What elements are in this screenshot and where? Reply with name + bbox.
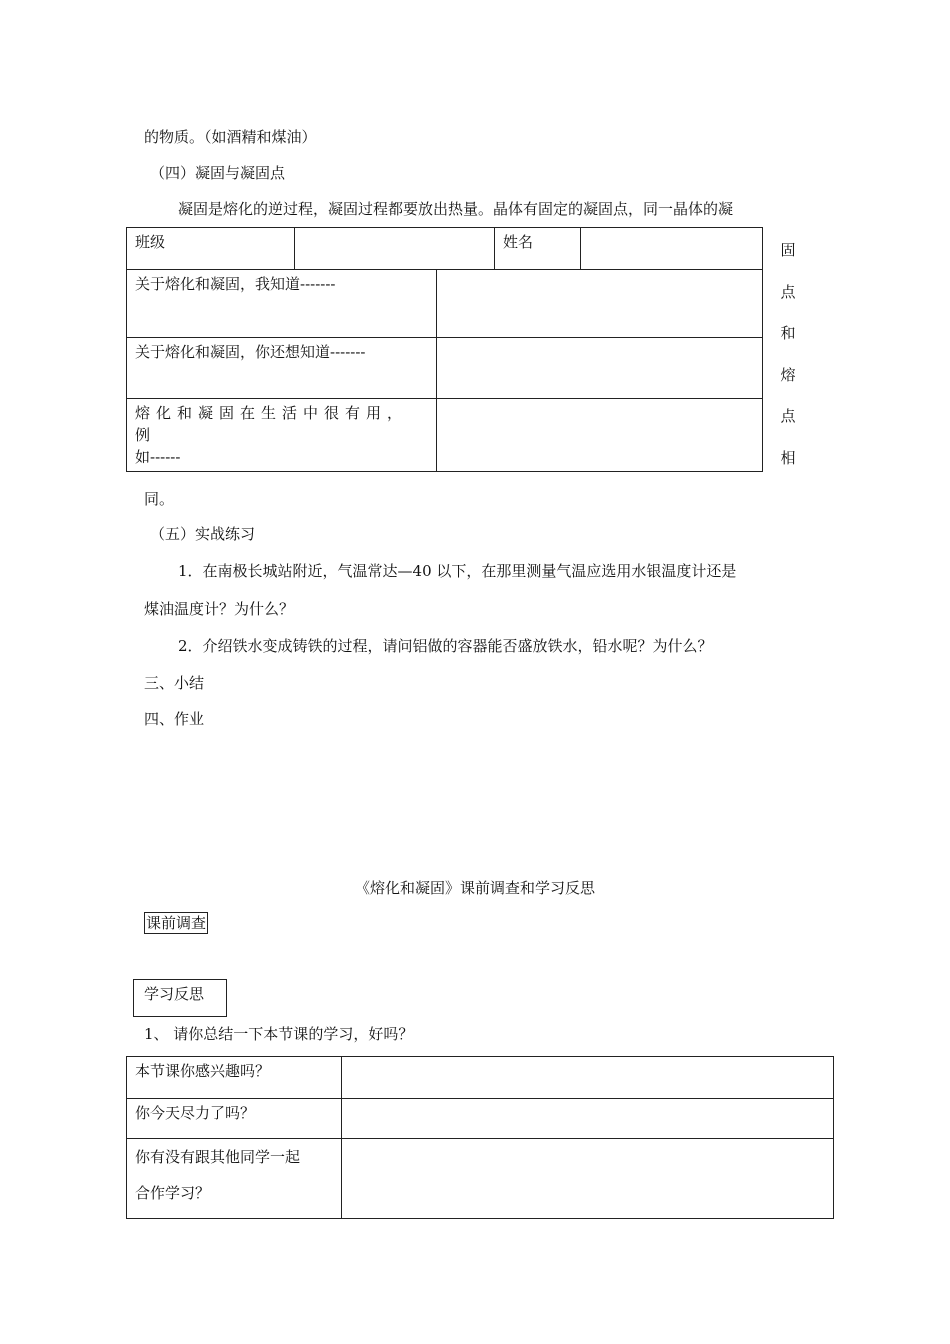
question-1-line1: 1．在南极长城站附近，气温常达—40 以下，在那里测量气温应选用水银温度计还是 <box>178 562 737 580</box>
interest-question-cell: 本节课你感兴趣吗？ <box>127 1057 342 1099</box>
info-table <box>126 227 763 472</box>
know-answer-cell[interactable] <box>437 270 763 338</box>
effort-question-cell: 你今天尽力了吗？ <box>127 1099 342 1139</box>
side-char-1: 固 <box>780 241 796 259</box>
name-value-cell[interactable] <box>581 228 763 270</box>
cooperation-question-cell <box>127 1139 342 1219</box>
want-know-prompt-cell: 关于熔化和凝固，你还想知道------- <box>127 338 437 399</box>
usage-prompt-cell <box>127 399 437 472</box>
side-char-2: 点 <box>780 283 796 301</box>
pre-survey-label: 课前调查 <box>146 914 207 932</box>
know-prompt-cell: 关于熔化和凝固，我知道------- <box>127 270 437 338</box>
heading-practice: （五）实战练习 <box>150 525 256 543</box>
want-know-answer-cell[interactable] <box>437 338 763 399</box>
side-char-5: 点 <box>780 407 796 425</box>
section-homework: 四、作业 <box>144 710 205 728</box>
class-label-cell: 班级 <box>127 228 295 270</box>
interest-answer-cell[interactable] <box>342 1057 834 1099</box>
question-2: 2．介绍铁水变成铸铁的过程，请问铝做的容器能否盛放铁水，铅水呢？为什么？ <box>178 637 713 655</box>
paragraph-solidification: 凝固是熔化的逆过程，凝固过程都要放出热量。晶体有固定的凝固点，同一晶体的凝 <box>178 200 734 218</box>
paragraph-end: 同。 <box>144 490 175 508</box>
cooperation-question-line2: 合作学习？ <box>135 1184 211 1202</box>
side-char-3: 和 <box>780 324 796 342</box>
class-value-cell[interactable] <box>295 228 495 270</box>
side-char-4: 熔 <box>780 366 796 384</box>
side-char-6: 相 <box>780 449 796 467</box>
heading-solidification: （四）凝固与凝固点 <box>150 164 286 182</box>
reflection-label: 学习反思 <box>133 979 227 1017</box>
cooperation-question-line1: 你有没有跟其他同学一起 <box>135 1148 301 1166</box>
reflection-table <box>126 1056 834 1219</box>
cooperation-answer-cell[interactable] <box>342 1139 834 1219</box>
usage-prompt-line2: 如------ <box>135 448 181 466</box>
usage-prompt-line1: 熔化和凝固在生活中很有用，例 <box>135 404 409 444</box>
usage-answer-cell[interactable] <box>437 399 763 472</box>
paragraph-material-example: 的物质。（如酒精和煤油） <box>144 128 317 146</box>
name-label-cell: 姓名 <box>495 228 581 270</box>
effort-answer-cell[interactable] <box>342 1099 834 1139</box>
section-summary: 三、小结 <box>144 674 205 692</box>
question-1-line2: 煤油温度计？为什么？ <box>144 600 295 618</box>
survey-title: 《熔化和凝固》课前调查和学习反思 <box>354 879 595 897</box>
summary-question: 1、 请你总结一下本节课的学习，好吗？ <box>144 1025 414 1043</box>
